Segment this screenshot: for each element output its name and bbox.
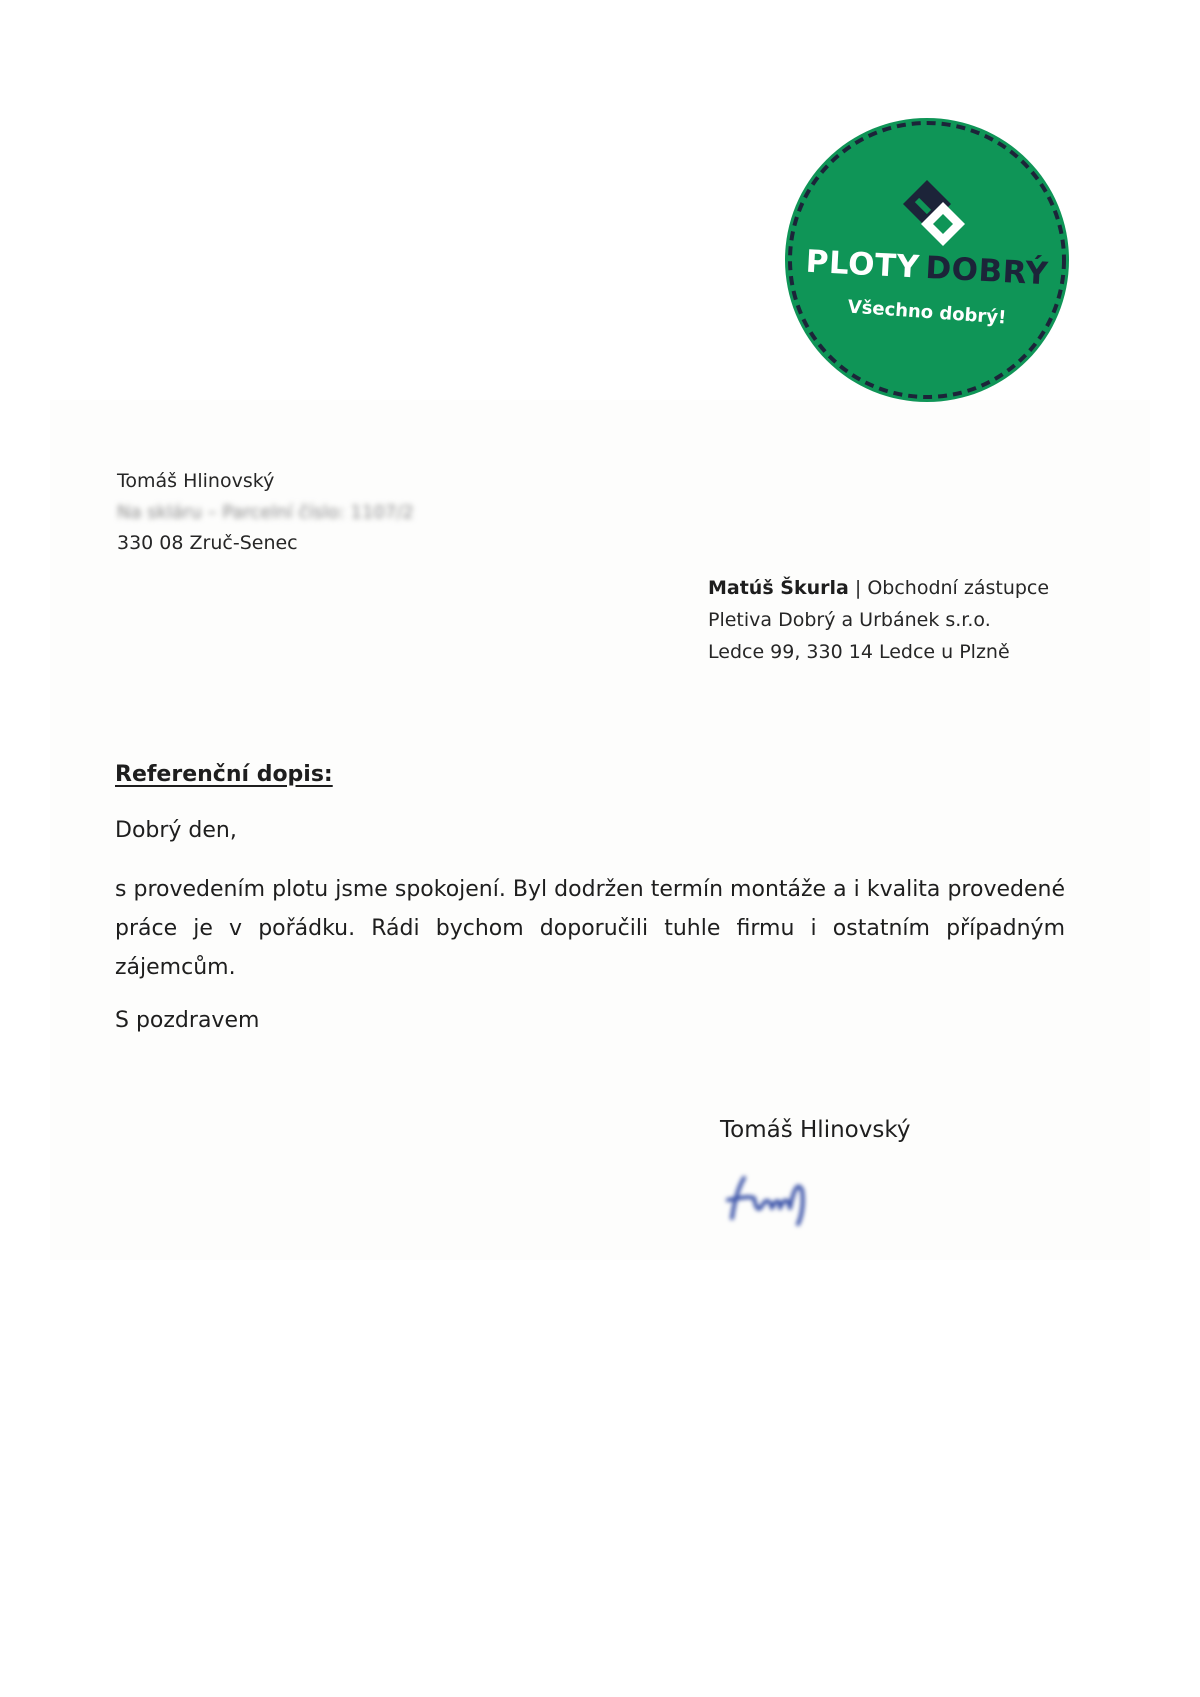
letter-heading: Referenční dopis: bbox=[115, 762, 333, 787]
letter-closing: S pozdravem bbox=[115, 1008, 260, 1033]
handwritten-signature bbox=[718, 1168, 818, 1230]
recipient-separator: | bbox=[854, 577, 862, 599]
sender-block bbox=[117, 466, 414, 559]
recipient-role: Obchodní zástupce bbox=[867, 577, 1050, 599]
recipient-address: Ledce 99, 330 14 Ledce u Plzně bbox=[708, 641, 1010, 663]
stamp-brand-part1: PLOTY bbox=[804, 243, 921, 286]
letter-greeting: Dobrý den, bbox=[115, 818, 237, 843]
recipient-company: Pletiva Dobrý a Urbánek s.r.o. bbox=[708, 609, 991, 631]
stamp-brand-part2: DOBRÝ bbox=[924, 249, 1050, 293]
sender-address-blurred: Na skláru – Parcelní číslo: 1107/2 bbox=[117, 502, 414, 523]
company-stamp bbox=[785, 118, 1069, 402]
stamp-slogan: Všechno dobrý! bbox=[847, 296, 1007, 329]
sender-name: Tomáš Hlinovský bbox=[117, 470, 275, 492]
signatory-name: Tomáš Hlinovský bbox=[720, 1117, 911, 1143]
letter-body: s provedením plotu jsme spokojení. Byl dodržen termín montáže a i kvalita provedené práce je v pořádku. Rádi bychom doporučili tuhle firmu i ostatním případným zájemcům. bbox=[115, 877, 1065, 980]
recipient-name: Matúš Škurla bbox=[708, 577, 849, 599]
sender-city: 330 08 Zruč-Senec bbox=[117, 532, 298, 554]
recipient-block bbox=[708, 572, 1049, 668]
fence-diamond-logo-icon bbox=[903, 180, 965, 246]
